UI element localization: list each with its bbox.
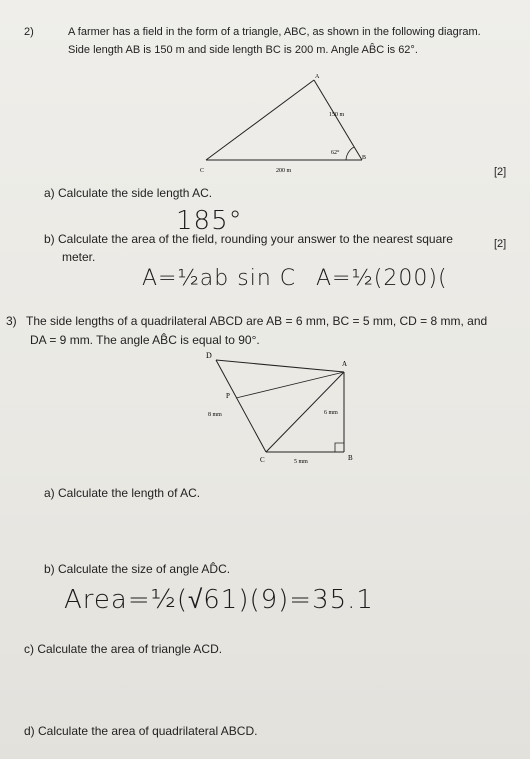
tri-label-angle: 62° (331, 150, 340, 156)
q3a-prompt: a) Calculate the length of AC. (44, 486, 201, 500)
tri-label-c: C (200, 168, 205, 174)
quadrilateral-diagram (196, 346, 356, 472)
q2b-handwritten-formula: A=½ab sin C (142, 266, 297, 291)
q2b-marks: [2] (494, 238, 507, 250)
tri-label-b: B (362, 155, 367, 161)
quad-label-c: C (260, 456, 265, 464)
q2a-prompt: a) Calculate the side length AC. (44, 186, 213, 200)
q3-line2: DA = 9 mm. The angle AB̂C is equal to 90°. (30, 333, 260, 347)
q2-line2: Side length AB is 150 m and side length BC is 200 m. Angle AB̂C is 62°. (68, 44, 418, 56)
q2-line1: A farmer has a field in the form of a triangle, ABC, as shown in the following diagram. (68, 26, 481, 38)
quad-label-b: B (348, 454, 353, 462)
q3d-prompt: d) Calculate the area of quadrilateral ABCD. (24, 724, 258, 738)
quad-label-cd: 8 mm (208, 412, 222, 418)
q3b-prompt: b) Calculate the size of angle AD̂C. (44, 562, 231, 576)
q3-line1: The side lengths of a quadrilateral ABCD are AB = 6 mm, BC = 5 mm, CD = 8 mm, and (26, 314, 488, 328)
tri-label-ab: 150 m (329, 112, 345, 118)
q3c-prompt: c) Calculate the area of triangle ACD. (24, 642, 223, 656)
quad-label-bc: 5 mm (294, 459, 308, 465)
q2b-prompt-line1: b) Calculate the area of the field, rounding your answer to the nearest square (44, 232, 453, 246)
quad-label-d: D (206, 351, 212, 360)
q2-diagram-marks: [2] (494, 166, 507, 178)
q2b-prompt-line2: meter. (62, 250, 96, 264)
q3-number: 3) (6, 314, 17, 328)
q2a-handwritten-answer: 185° (176, 206, 243, 236)
quad-label-p: P (226, 392, 230, 400)
quad-label-a: A (342, 360, 348, 368)
q3b-handwritten-answer: Area=½(√61)(9)=35.1 (64, 585, 374, 615)
q2b-handwritten-working: A=½(200)( (316, 266, 448, 291)
tri-label-a: A (315, 74, 320, 80)
tri-label-bc: 200 m (276, 168, 292, 174)
field-triangle-diagram (196, 72, 376, 182)
quad-label-ab: 6 mm (324, 410, 338, 416)
q2-number: 2) (24, 26, 34, 38)
